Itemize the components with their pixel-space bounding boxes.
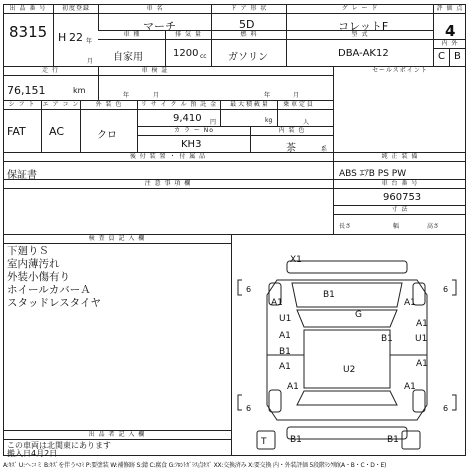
exhibitor-note: この車両は北関東にあります <box>7 441 111 450</box>
inspection-header: 車 検 証 <box>141 67 169 74</box>
first-reg-header: 初度登録 <box>61 5 90 12</box>
fuel-header: 燃 料 <box>240 31 258 38</box>
mileage-header: 走 行 <box>42 67 59 74</box>
width-label: 幅 <box>393 223 400 230</box>
mark-roof: G <box>355 310 362 320</box>
recycle-unit: 円 <box>210 119 217 126</box>
mark-left-front-door: U1 <box>279 314 292 324</box>
legend-footer: A:ｷｽﾞ U:ヘコミ B:ｷｽﾞを伴うﾍｺﾐ P:要塗装 W:補修跡 S:錆 C:腐食 G:ﾌﾛﾝﾄｶﾞﾗｽ点ｷｽﾞ XX:交換済み X:要交換 内・外装評価 5段階ﾗﾝｸ順(A・B・C・D・E) <box>3 462 387 469</box>
bracket-label-right-bottom: 6 <box>443 404 449 413</box>
equipment-value: ABS ｴｱB PS PW <box>339 169 407 179</box>
recycle-header: リ サ イ ク ル 預 託 金 <box>140 101 218 108</box>
interior-unit: 系 <box>321 146 328 153</box>
category-value: 自家用 <box>113 52 143 63</box>
mark-right-u1: U1 <box>415 334 428 344</box>
interior-grade-value: C <box>438 51 445 62</box>
inspector-note: スタッドレスタイヤ <box>7 297 101 309</box>
mileage-unit: km <box>73 86 86 95</box>
mark-top: X1 <box>290 255 302 265</box>
exhibitor-notes-header: 出 品 者 記 入 欄 <box>88 431 146 438</box>
mileage-value: 76,151 <box>7 84 46 97</box>
bracket-label-left-bottom: 6 <box>246 404 252 413</box>
windshield-outline <box>297 310 397 327</box>
chassis-no-header: 車 台 番 号 <box>381 180 419 187</box>
mark-hood: B1 <box>323 290 335 300</box>
model-type-header: 型 式 <box>351 31 369 38</box>
left-rear-tire <box>269 390 281 412</box>
fuel-value: ガソリン <box>228 52 268 63</box>
aircon-header: エ ア コ ン <box>42 101 80 108</box>
score-header: 評 価 点 <box>436 5 464 12</box>
grade-value: コレットF <box>338 20 389 33</box>
mark-left-b1: B1 <box>279 347 291 357</box>
bracket-label-left-top: 6 <box>246 285 252 294</box>
height-label: 高さ <box>427 223 440 230</box>
mark-right-pillar-b1: B1 <box>381 334 393 344</box>
mark-front-left-fender: A1 <box>271 298 283 308</box>
exterior-header: 外 装 色 <box>95 101 123 108</box>
chassis-no-value: 960753 <box>383 192 422 203</box>
inspector-note: 外装小傷有り <box>7 271 70 283</box>
door-shape-header: ド ア 形 状 <box>230 5 268 12</box>
mark-bottom-t: T <box>261 437 267 447</box>
load-unit: kg <box>265 117 273 124</box>
sales-point-header: セールスポイント <box>372 67 428 74</box>
car-name-value: マーチ <box>143 20 176 33</box>
car-damage-diagram <box>232 235 465 455</box>
capacity-unit: 人 <box>303 119 310 126</box>
displacement-value: 1200 <box>173 48 199 59</box>
score-value: 4 <box>445 22 456 40</box>
recycle-fee-value: 9,410 <box>173 113 202 124</box>
mark-trunk: U2 <box>343 365 356 375</box>
color-no-header: カ ラ ー No <box>174 127 214 134</box>
interior-exterior-header: 内 外 <box>441 40 459 47</box>
right-rear-tire <box>413 390 425 412</box>
shift-value: FAT <box>7 125 26 138</box>
inspector-note: ホイールカバーＡ <box>7 284 91 296</box>
mark-left-a1: A1 <box>279 331 291 341</box>
caution-header: 注 意 事 項 欄 <box>144 180 192 187</box>
displacement-header: 排 気 量 <box>175 31 202 38</box>
exterior-color-value: クロ <box>97 130 117 141</box>
lot-no-value: 8315 <box>9 23 48 41</box>
right-bracket-2 <box>452 395 456 410</box>
extra-header: 後 付 装 置 ・ 付 属 品 <box>129 153 207 160</box>
category-header: 車 種 <box>123 31 141 38</box>
exhibitor-note: 搬入日4月2日 <box>7 449 58 458</box>
exterior-grade-value: B <box>454 51 461 62</box>
auction-sheet <box>3 4 466 456</box>
color-no-value: KH3 <box>181 139 202 150</box>
mark-right-rear-a1: A1 <box>416 359 428 369</box>
grade-header: グ レ ー ド <box>341 5 379 12</box>
mark-bottom-b1-right: B1 <box>387 435 399 445</box>
equipment-header: 純 正 装 備 <box>381 153 419 160</box>
inspector-notes <box>7 245 101 310</box>
doors-value: 5D <box>239 18 255 31</box>
mark-bottom-b1-left: B1 <box>290 435 302 445</box>
length-label: 長さ <box>339 223 352 230</box>
rear-window-outline <box>297 391 397 405</box>
roof-outline <box>304 330 390 388</box>
interior-color-header: 内 装 色 <box>278 127 306 134</box>
right-bracket <box>452 280 456 295</box>
body-outline <box>267 280 427 420</box>
max-load-header: 最 大 積 載 量 <box>230 101 268 108</box>
model-type-value: DBA-AK12 <box>338 48 389 59</box>
inspector-note: 室内薄汚れ <box>7 258 60 270</box>
year-unit: 年 <box>86 38 93 45</box>
bottom-box <box>402 431 420 449</box>
hood-outline <box>292 283 402 307</box>
inspection-month-2: 月 <box>293 92 300 99</box>
size-header: 寸 法 <box>391 206 409 213</box>
mark-right-a1: A1 <box>416 319 428 329</box>
lot-no-header: 出 品 番 号 <box>9 5 47 12</box>
mark-left-rear-a1: A1 <box>287 382 299 392</box>
displacement-unit: cc <box>200 53 207 60</box>
left-bracket <box>238 280 242 295</box>
era-value: H <box>58 31 67 44</box>
front-bumper-shape <box>287 261 407 273</box>
shift-header: シ フ ト <box>8 101 36 108</box>
extra-value: 保証書 <box>7 170 37 181</box>
aircon-value: AC <box>49 125 65 138</box>
mark-left-a1-2: A1 <box>279 362 291 372</box>
interior-color-value: 茶 <box>286 143 296 154</box>
year-value: 22 <box>69 31 83 44</box>
inspector-note: 下廻りＳ <box>7 245 49 257</box>
inspection-month: 月 <box>153 92 160 99</box>
mark-front-right-fender: A1 <box>404 298 416 308</box>
car-name-header: 車 名 <box>146 5 164 12</box>
mark-right-rear-a1-2: A1 <box>404 382 416 392</box>
inspector-notes-header: 検 査 員 記 入 欄 <box>88 235 146 242</box>
left-bracket-2 <box>238 395 242 410</box>
inspection-year: 年 <box>123 92 130 99</box>
month-unit: 月 <box>87 58 94 65</box>
capacity-header: 乗 車 定 員 <box>283 101 313 108</box>
bracket-label-right-top: 6 <box>443 285 449 294</box>
inspection-year-2: 年 <box>264 92 271 99</box>
